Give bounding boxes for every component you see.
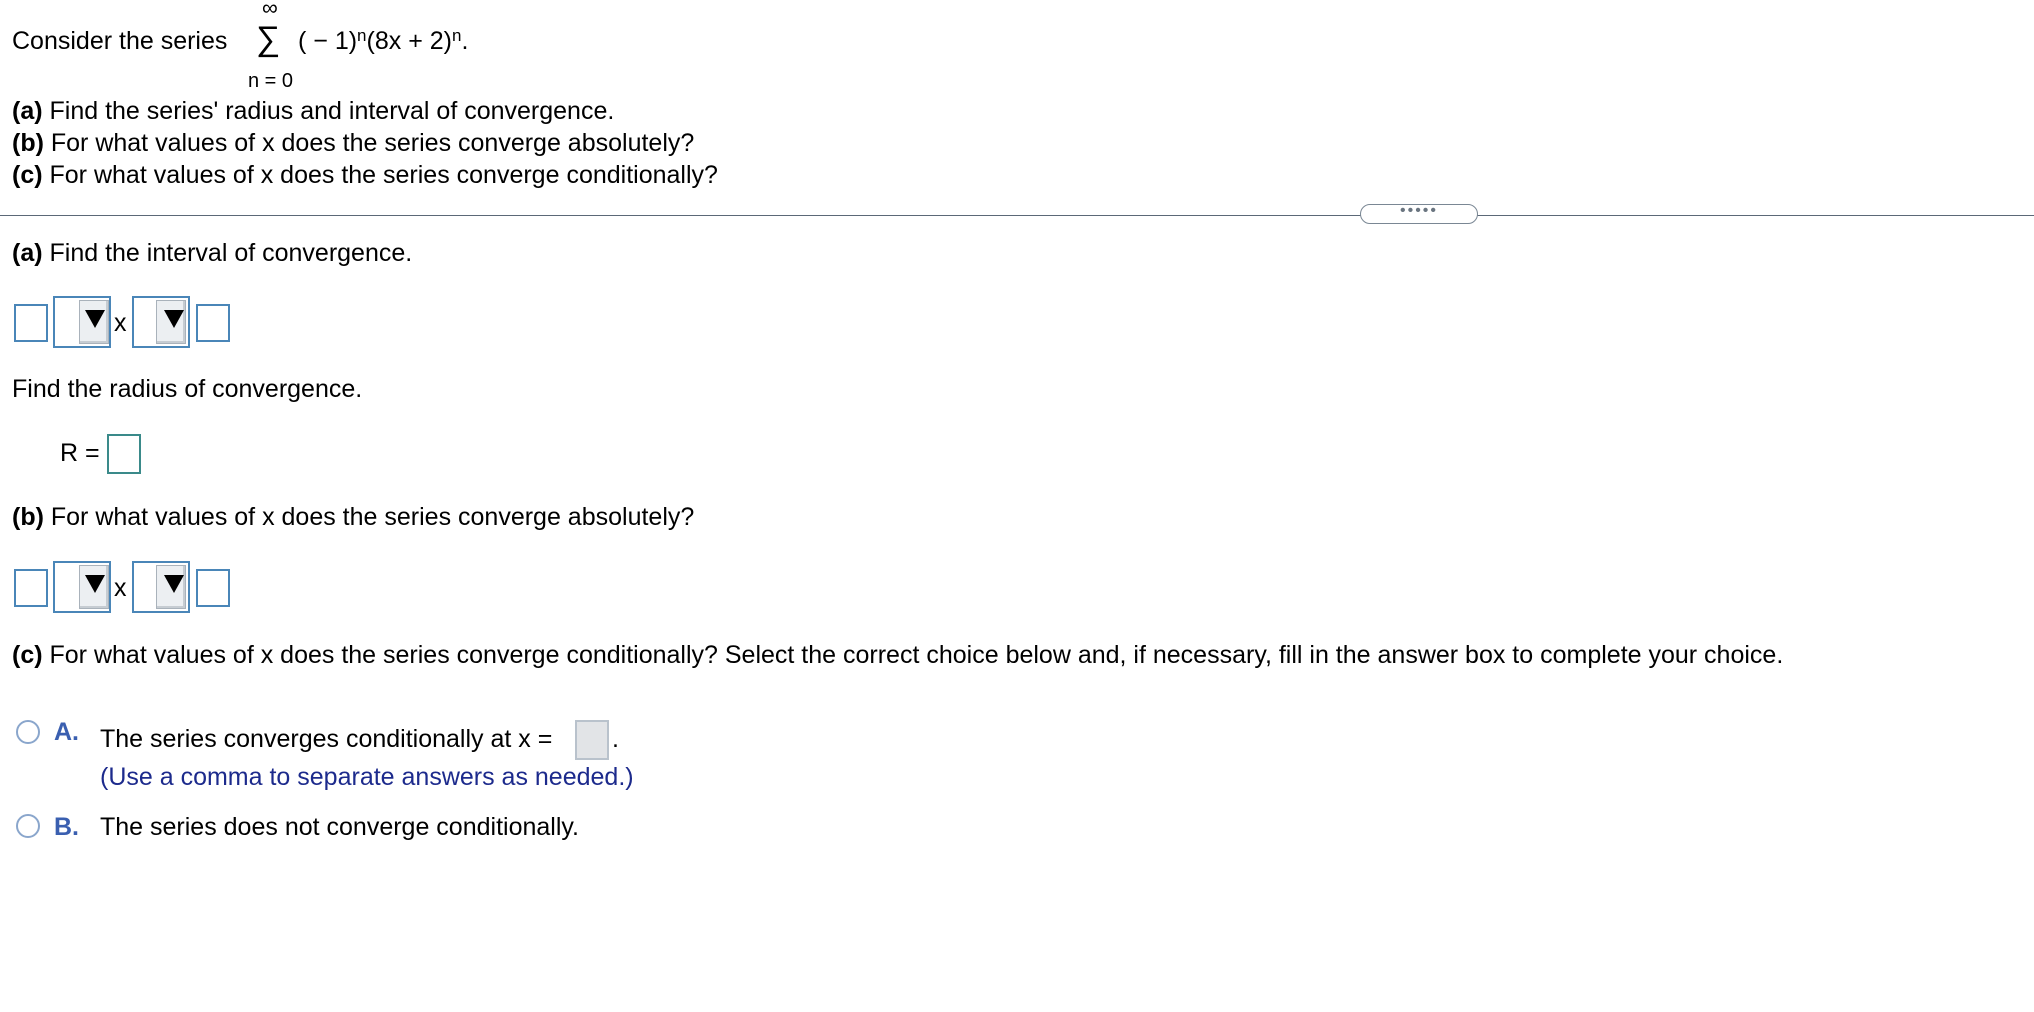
part-a-heading [12,238,412,268]
choice-b-letter[interactable]: B. [54,813,79,841]
question-part-c [12,160,718,190]
term-part1: ( − 1) [298,27,358,55]
term-exponent2: n [451,26,462,45]
interval-a-upper-input[interactable] [196,304,230,342]
interval-a-lower-inequality-select[interactable] [53,296,111,348]
interval-a-upper-inequality-select[interactable] [132,296,190,348]
answer-b-text: For what values of x does the series converge absolutely? [43,503,695,531]
interval-b-variable: x [114,574,127,602]
radius-prompt: Find the radius of convergence. [12,375,363,403]
radius-label: R = [60,439,100,467]
part-c-heading [12,640,1783,670]
series-intro: Consider the series [12,27,228,55]
interval-b-lower-input[interactable] [14,569,48,607]
interval-b-upper-inequality-select[interactable] [132,561,190,613]
part-b-heading [12,502,694,532]
choice-a-answer-input[interactable] [575,720,609,760]
choice-b-text[interactable]: The series does not converge conditionally. [100,813,579,841]
sigma-symbol: ∑ [256,20,281,58]
answer-c-label: (c) [12,641,43,669]
term-part2: (8x + 2) [366,27,452,55]
triangle-down-icon [164,575,184,593]
series-term [298,26,468,56]
interval-b-lower-inequality-select[interactable] [53,561,111,613]
term-exponent1: n [357,26,367,45]
part-b-label: (b) [12,129,44,157]
part-c-text: For what values of x does the series converge conditionally? [42,161,718,189]
interval-b-upper-input[interactable] [196,569,230,607]
interval-a-variable: x [114,309,127,337]
divider-drag-handle[interactable]: ••••• [1360,204,1478,224]
pane-divider [0,215,2034,216]
answer-a-label: (a) [12,239,43,267]
choice-a-text[interactable]: The series converges conditionally at x = [100,725,553,753]
part-b-text: For what values of x does the series converge absolutely? [43,129,695,157]
choice-a-letter[interactable]: A. [54,718,79,746]
choice-a-radio[interactable] [16,720,40,744]
choice-a-hint: (Use a comma to separate answers as needed.) [100,763,634,791]
part-c-label: (c) [12,161,43,189]
answer-b-label: (b) [12,503,44,531]
term-end: . [461,27,469,55]
question-part-a [12,96,614,126]
choice-a-period: . [612,725,619,753]
choice-b-radio[interactable] [16,814,40,838]
answer-a-text: Find the interval of convergence. [42,239,413,267]
answer-c-text: For what values of x does the series converge conditionally? Select the correct choice below and, if necessary, fill in the answer box to complete your choice. [42,641,1784,669]
triangle-down-icon [85,310,105,328]
part-a-text: Find the series' radius and interval of convergence. [42,97,615,125]
part-a-label: (a) [12,97,43,125]
triangle-down-icon [85,575,105,593]
interval-a-lower-input[interactable] [14,304,48,342]
sum-lower-limit: n = 0 [248,70,294,92]
triangle-down-icon [164,310,184,328]
question-part-b [12,128,694,158]
radius-input[interactable] [107,434,141,474]
sum-upper-limit: ∞ [262,0,278,20]
